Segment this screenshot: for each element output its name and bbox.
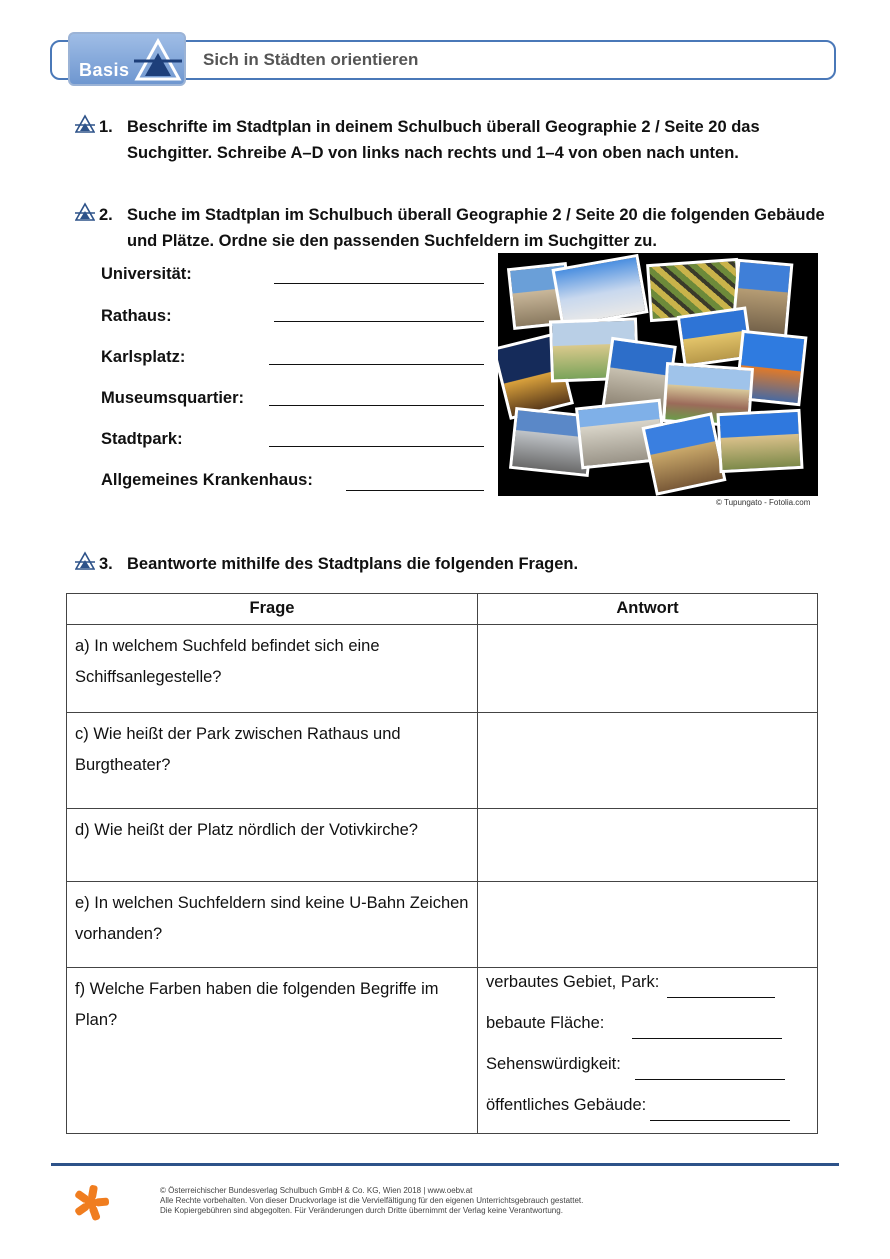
color-term-label: bebaute Fläche: [486,1014,605,1032]
page-title: Sich in Städten orientieren [203,50,419,69]
footer-rule [51,1163,839,1166]
question-cell: a) In welchem Suchfeld befindet sich eine Schiffsanlegestelle? [67,625,478,713]
color-term-line [486,1039,809,1080]
question-cell: c) Wie heißt der Park zwischen Rathaus und Burgtheater? [67,713,478,809]
table-row [67,809,818,882]
table-row [67,882,818,968]
vienna-photo-collage [498,253,818,496]
color-term-line [486,1080,809,1121]
color-term-label: öffentliches Gebäude: [486,1096,647,1114]
answer-cell[interactable] [478,625,818,713]
table-row [67,713,818,809]
photo [716,409,803,473]
answer-blank[interactable] [650,1102,790,1121]
answer-blank[interactable] [274,321,484,322]
task-text: Beschrifte im Stadtplan in deinem Schulbuch überall Geographie 2 / Seite 20 das Suchgitter. Schreibe A–D von links nach rechts und 1–4 von oben nach unten. [127,118,760,162]
answer-blank[interactable] [667,979,775,998]
place-label: Allgemeines Krankenhaus: [101,471,313,489]
answer-cell[interactable] [478,809,818,882]
place-label: Museumsquartier: [101,389,245,407]
question-cell: e) In welchen Suchfeldern sind keine U-Bahn Zeichen vorhanden? [67,882,478,968]
task-text: Suche im Stadtplan im Schulbuch überall Geographie 2 / Seite 20 die folgenden Gebäude und Plätze. Ordne sie den passenden Suchfeldern im Suchgitter zu. [127,206,825,250]
color-term-line [486,968,809,998]
answer-blank[interactable] [635,1061,785,1080]
place-label: Universität: [101,265,192,283]
publisher-logo-icon [72,1184,110,1222]
task-difficulty-icon [75,114,95,134]
column-header-antwort: Antwort [478,594,818,625]
color-term-line [486,998,809,1039]
color-terms-cell [478,968,818,1134]
place-label: Stadtpark: [101,430,183,448]
place-label: Karlsplatz: [101,348,186,366]
answer-blank[interactable] [346,490,484,491]
task-number: 1. [99,118,113,136]
answer-blank[interactable] [269,364,484,365]
footer-line: Alle Rechte vorbehalten. Von dieser Druckvorlage ist die Vervielfältigung für den eigenen Unterrichtsgebrauch gestattet. [160,1196,584,1205]
basis-badge [68,32,186,86]
answer-cell[interactable] [478,882,818,968]
column-header-frage: Frage [67,594,478,625]
footer-line: © Österreichischer Bundesverlag Schulbuch GmbH & Co. KG, Wien 2018 | www.oebv.at [160,1186,473,1195]
task-difficulty-icon [75,202,95,222]
answer-blank[interactable] [632,1020,782,1039]
footer-copyright [160,1186,583,1216]
task-number: 3. [99,555,113,573]
footer-line: Die Kopiergebühren sind abgegolten. Für Veränderungen durch Dritte übernimmt der Verlag keine Verantwortung. [160,1206,563,1215]
photo [642,412,727,495]
table-row [67,968,818,1134]
answer-cell[interactable] [478,713,818,809]
table-header-row [67,594,818,625]
task-difficulty-icon [75,551,95,571]
color-term-label: Sehenswürdigkeit: [486,1055,621,1073]
color-term-label: verbautes Gebiet, Park: [486,973,660,991]
photo-credit: © Tupungato - Fotolia.com [716,498,811,507]
answer-blank[interactable] [274,283,484,284]
task-number: 2. [99,206,113,224]
answer-blank[interactable] [269,446,484,447]
question-cell: f) Welche Farben haben die folgenden Begriffe im Plan? [67,968,478,1134]
place-label: Rathaus: [101,307,172,325]
table-row [67,625,818,713]
answer-blank[interactable] [269,405,484,406]
question-cell: d) Wie heißt der Platz nördlich der Votivkirche? [67,809,478,882]
basis-label: Basis [79,60,130,80]
task-text: Beantworte mithilfe des Stadtplans die folgenden Fragen. [127,555,579,573]
question-table [66,593,818,1134]
triangle-logo-icon [134,38,182,82]
